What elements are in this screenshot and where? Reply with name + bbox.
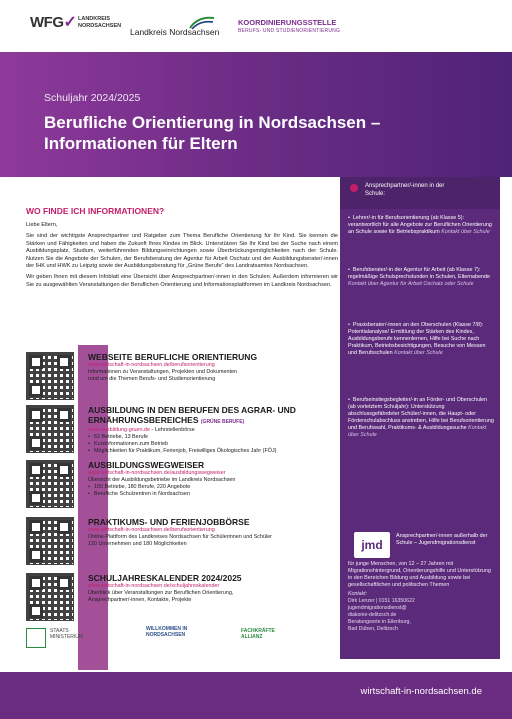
intro-paragraph-1: Sie sind der wichtigste Ansprechpartner und Ratgeber zum Thema Berufliche Orientierung für Ihr Kind. Sie kennen die Stärken und Fähigkeiten und haben die Zukunft Ihres Kindes im Blick. Unterstützen Sie Ihr Kind bei der Suche nach einem Ausbildungsplatz, Studium, weiterführenden Bildungseinrichtungen sowie Überbrückungsmöglichkeiten nach der Schule. Nutzen Sie die Angebote der Schulen, der Berufsberatung der Agentur für Arbeit Oschatz und der Ausbildungsberater/-innen der IHK und HWK zu Leipzig sowie der Ausbildungsberatung für „Grüne Berufe“ des Landratsamtes Nordsachsen. bbox=[26, 233, 338, 270]
block-bullets bbox=[88, 434, 336, 454]
list-item: • 62 Betriebe, 13 Berufe bbox=[88, 434, 336, 441]
footer-bar bbox=[0, 672, 512, 719]
block-link[interactable]: www.wirtschaft-in-nordsachsen.de/berufsorientierung bbox=[88, 527, 215, 533]
block-title: AUSBILDUNG IN DEN BERUFEN DES AGRAR- UND ERNÄHRUNGSBEREICHES (GRÜNE BERUFE) bbox=[88, 405, 296, 425]
info-block-ausbildungswegweiser bbox=[26, 460, 336, 520]
block-link[interactable]: www.wirtschaft-in-nordsachsen.de/ausbildungswegweiser bbox=[88, 470, 226, 476]
logo-bar bbox=[0, 0, 512, 52]
block-text: Überblick über Veranstaltungen zur Beruflichen Orientierung, bbox=[88, 590, 234, 596]
wfg-logo: WFG✓ bbox=[30, 14, 77, 31]
koordinierungsstelle-logo: KOORDINIERUNGSSTELLE BERUFS- UND STUDIENORIENTIERUNG bbox=[238, 18, 341, 34]
block-link[interactable]: www.ausbildung-gruen.de - Lehrstellenbörse bbox=[88, 427, 195, 433]
block-text: Informationen zu Veranstaltungen, Projekten und Dokumenten bbox=[88, 369, 237, 375]
location-pin-icon bbox=[350, 184, 358, 192]
qr-code-icon[interactable] bbox=[26, 517, 74, 565]
list-item: • Berufliche Schulzentren in Nordsachsen bbox=[88, 491, 336, 498]
intro-paragraph-2: Wir geben Ihnen mit diesem Infoblatt eine Übersicht über Ansprechpartner/-innen in den Schulen. Außerdem informieren wir Sie zu ausgewählten Veranstaltungen der Beruflichen Orientierung und Informationsplattformen im Landkreis Nordsachsen. bbox=[26, 274, 338, 288]
qr-code-icon[interactable] bbox=[26, 573, 74, 621]
jmd-description: für junge Menschen, von 12 – 27 Jahren mit Migrationshintergrund, Orientierungshilfe und Unterstützung in den Bereichen Bildung und Ausbildung sowie bei gesellschaftlichen und politischen Themen bbox=[348, 561, 491, 588]
sidebar-item: • Lehrer/-in für Berufsorientierung (ab Klasse 5): verantwortlich für alle Angebote zur Beruflichen Orientierung an Schule sowie für Betriebspraktikum Kontakt über Schule bbox=[348, 215, 492, 235]
footer-url[interactable]: wirtschaft-in-nordsachsen.de bbox=[360, 686, 482, 697]
qr-code-icon[interactable] bbox=[26, 405, 74, 453]
sidebar-item: • Berufseinstiegsbegleiter/-in an Förder- und Oberschulen (ab vorletztem Schuljahr): Unterstützung abschlussgefährdeter Schüler/-innen, die Haupt- oder Förderschulabschluss anstreben, Hilfe bei Berufsorientierung und Berufswahl, Praktikums- & Ausbildungssuche Kontakt über Schule bbox=[348, 397, 494, 438]
fachkraefte-logo: FACHKRÄFTE ALLIANZ bbox=[241, 628, 275, 640]
info-block-webseite bbox=[26, 352, 336, 412]
qr-code-icon[interactable] bbox=[26, 352, 74, 400]
willkommen-logo: WILLKOMMEN IN NORDSACHSEN bbox=[146, 626, 188, 638]
block-text: Ansprechpartner/-innen, Kontakte, Projekte bbox=[88, 597, 192, 603]
sachsen-crest-icon bbox=[26, 628, 46, 648]
block-link[interactable]: www.wirtschaft-in-nordsachsen.de/berufsorientierung bbox=[88, 362, 215, 368]
landkreis-logo-text: Landkreis Nordsachsen bbox=[130, 27, 220, 37]
jmd-title: Ansprechpartner/-innen außerhalb der Schule – Jugendmigrationsdienst bbox=[396, 533, 488, 546]
block-title: PRAKTIKUMS- UND FERIENJOBBÖRSE bbox=[88, 517, 250, 527]
sidebar-contacts bbox=[340, 177, 500, 659]
list-item: • Kurzinformationen zum Betrieb bbox=[88, 441, 336, 448]
block-title: SCHULJAHRESKALENDER 2024/2025 bbox=[88, 573, 242, 583]
block-title: AUSBILDUNGSWEGWEISER bbox=[88, 460, 205, 470]
sidebar-item: • Praxisberater/-innen an den Oberschulen (Klasse 7/8): Potentialanalyse/ Ermittlung der Stärken des Kindes, Ausbildungsberufe kennenlernen, Hilfe bei Suche nach Praktikum, Betriebsbesichtigungen, Besuche von Messen und Berufsschulen Kontakt über Schule bbox=[348, 322, 486, 356]
block-bullets bbox=[88, 484, 336, 498]
info-block-gruene-berufe bbox=[26, 405, 336, 467]
landkreis-swoosh-icon bbox=[188, 14, 216, 30]
block-text: Online-Plattform des Landkreises Nordsachsen für Schülerinnen und Schüler bbox=[88, 534, 272, 540]
sachsen-logo-text: STAATS MINISTERIUM bbox=[50, 628, 84, 640]
qr-code-icon[interactable] bbox=[26, 460, 74, 508]
check-icon: ✓ bbox=[63, 14, 77, 31]
block-text: rund um die Themen Berufs- und Studienorientierung bbox=[88, 376, 216, 382]
partner-logos bbox=[26, 622, 316, 662]
block-link[interactable]: www.wirtschaft-in-nordsachsen.de/schuljahreskalender bbox=[88, 583, 220, 589]
intro-section bbox=[26, 206, 338, 293]
info-block-praktikumsboerse bbox=[26, 517, 336, 577]
sidebar-heading: Ansprechpartner/-innen in der Schule: bbox=[365, 183, 445, 197]
section-heading: WO FINDE ICH INFORMATIONEN? bbox=[26, 206, 165, 216]
block-text: 120 Unternehmen und 180 Möglichkeiten bbox=[88, 541, 187, 547]
block-title: WEBSEITE BERUFLICHE ORIENTIERUNG bbox=[88, 352, 258, 362]
list-item: • Möglichkeiten für Praktikum, Ferienjob, Freiwilliges Ökologisches Jahr (FÖJ) bbox=[88, 448, 336, 455]
jmd-logo: jmd bbox=[354, 532, 390, 558]
sidebar-item: • Berufsberater/-in der Agentur für Arbeit (ab Klasse 7): regelmäßige Schulsprechstunden in Schulen, Elternabende Kontakt über Agentur für Arbeit Oschatz oder Schule bbox=[348, 267, 491, 287]
hero-banner bbox=[0, 52, 512, 177]
sidebar-header bbox=[340, 177, 500, 209]
page-title: Berufliche Orientierung in Nordsachsen – Informationen für Eltern bbox=[44, 113, 381, 153]
greeting: Liebe Eltern, bbox=[26, 222, 58, 228]
list-item: • 150 Betriebe, 180 Berufe, 220 Angebote bbox=[88, 484, 336, 491]
contact-details: Kontakt: Dirk Lenzer | 0151 16350622 jugendmigrationsdienst@ diakonie-delitzsch.de Beratungsorte in Eilenburg, Bad Düben, Delitzsch bbox=[348, 591, 415, 632]
block-text: Übersicht der Ausbildungsbetriebe im Landkreis Nordsachsen bbox=[88, 477, 236, 483]
school-year: Schuljahr 2024/2025 bbox=[44, 92, 141, 104]
wfg-subtitle: LANDKREIS NORDSACHSEN bbox=[78, 16, 122, 29]
